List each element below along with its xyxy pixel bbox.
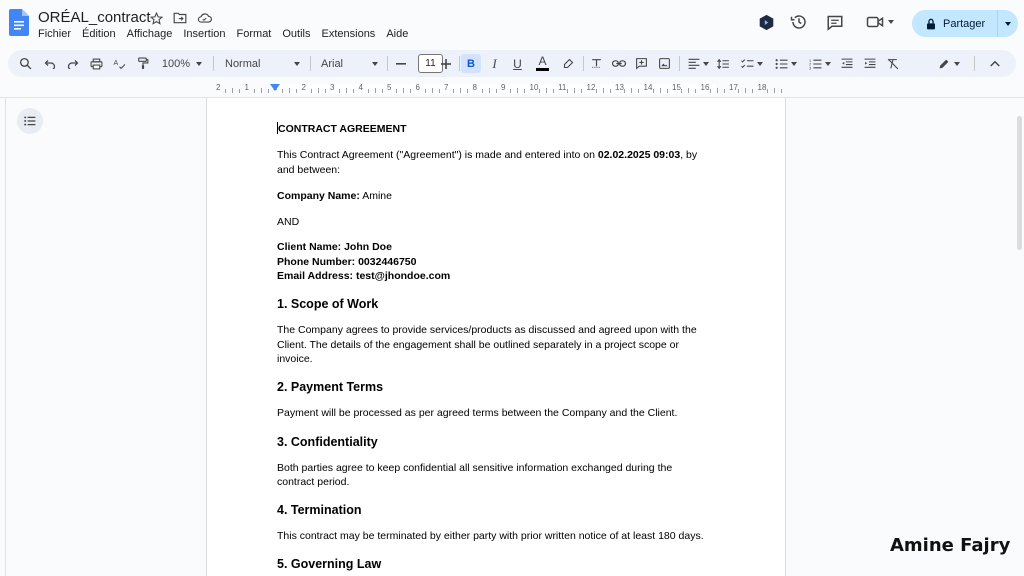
numbers-caret-icon bbox=[825, 62, 831, 66]
top-bar bbox=[0, 0, 1024, 45]
paint-format-icon[interactable] bbox=[133, 54, 152, 73]
bullets-caret-icon bbox=[791, 62, 797, 66]
print-icon[interactable] bbox=[87, 54, 106, 73]
ruler-tick bbox=[396, 89, 397, 93]
bulleted-list-icon bbox=[775, 58, 788, 70]
version-history-icon[interactable] bbox=[789, 12, 809, 32]
ruler-tick bbox=[688, 88, 689, 93]
checklist-select[interactable] bbox=[737, 54, 767, 73]
ruler-tick bbox=[232, 88, 233, 93]
text-color-button[interactable] bbox=[533, 54, 552, 73]
ruler-number: 10 bbox=[529, 83, 539, 92]
clear-formatting-ruler-icon[interactable] bbox=[587, 54, 606, 73]
ruler-tick bbox=[425, 89, 426, 93]
ruler-tick bbox=[268, 89, 269, 93]
share-button[interactable] bbox=[912, 10, 1018, 37]
ruler-number: 6 bbox=[415, 83, 420, 92]
section-1-title: 1. Scope of Work bbox=[277, 297, 379, 312]
ruler-tick bbox=[695, 89, 696, 93]
section-2-title: 2. Payment Terms bbox=[277, 380, 384, 395]
share-caret-icon bbox=[1005, 22, 1011, 26]
clear-formatting-icon[interactable] bbox=[883, 54, 902, 73]
ruler-tick bbox=[439, 89, 440, 93]
menu-fichier[interactable]: Fichier bbox=[38, 28, 72, 40]
document-outline-button[interactable] bbox=[17, 108, 43, 134]
zoom-caret-icon bbox=[196, 62, 202, 66]
share-label: Partager bbox=[943, 17, 986, 30]
client-phone: Phone Number: 0032446750 bbox=[277, 255, 417, 268]
ruler-number: 15 bbox=[672, 83, 681, 92]
checklist-icon bbox=[741, 58, 754, 70]
ruler-tick bbox=[489, 88, 490, 93]
ruler-tick bbox=[403, 88, 404, 93]
ruler-tick bbox=[289, 88, 290, 93]
star-icon[interactable] bbox=[148, 10, 164, 26]
ruler-tick bbox=[774, 88, 775, 93]
intro-paragraph: This Contract Agreement ("Agreement") is made and entered into on 02.02.2025 09:03, by bbox=[277, 149, 698, 162]
document-page[interactable] bbox=[206, 98, 786, 576]
ruler-tick bbox=[745, 88, 746, 93]
menu-edition[interactable]: Édition bbox=[82, 28, 116, 40]
ruler-number: 16 bbox=[700, 83, 710, 92]
ruler-tick bbox=[339, 89, 340, 93]
section-1-line-3: invoice. bbox=[277, 352, 313, 365]
menu-insertion[interactable]: Insertion bbox=[183, 28, 226, 40]
ruler-tick bbox=[581, 89, 582, 93]
menu-format[interactable]: Format bbox=[236, 28, 272, 40]
client-email: Email Address: test@jhondoe.com bbox=[277, 270, 451, 283]
underline-button[interactable]: U bbox=[513, 56, 522, 71]
ruler-tick bbox=[638, 89, 639, 93]
section-4-line-1: This contract may be terminated by either party with prior written notice of at least 180 days. bbox=[277, 530, 704, 543]
undo-icon[interactable] bbox=[40, 54, 59, 73]
outline-list-icon bbox=[24, 116, 36, 126]
ruler-number: 2 bbox=[216, 83, 221, 92]
ruler-tick bbox=[432, 88, 433, 93]
svg-text:2: 2 bbox=[809, 62, 812, 67]
ruler-tick bbox=[467, 89, 468, 93]
ruler-tick bbox=[553, 89, 554, 93]
ruler-tick bbox=[318, 88, 319, 93]
company-line: Company Name: Amine bbox=[277, 189, 392, 202]
ruler-tick bbox=[567, 89, 568, 93]
ruler-tick bbox=[282, 89, 283, 93]
ruler-number: 3 bbox=[330, 83, 335, 92]
ruler-tick bbox=[767, 89, 768, 93]
section-3-title: 3. Confidentiality bbox=[277, 434, 378, 449]
ruler-tick bbox=[660, 88, 661, 93]
and-line: AND bbox=[277, 216, 300, 229]
indent-marker-icon[interactable] bbox=[270, 84, 280, 91]
ruler-tick bbox=[574, 88, 575, 93]
ruler-tick bbox=[382, 89, 383, 93]
ruler-number: 4 bbox=[358, 83, 363, 92]
scrollbar-thumb[interactable] bbox=[1017, 116, 1022, 250]
decrease-font-size-icon[interactable] bbox=[391, 54, 410, 73]
editing-mode-select[interactable] bbox=[933, 54, 965, 73]
section-3-line-1: Both parties agree to keep confidential all sensitive information exchanged during the bbox=[277, 461, 673, 474]
section-1-line-1: The Company agrees to provide services/products as discussed and agreed upon with the bbox=[277, 324, 697, 337]
ruler-tick bbox=[460, 88, 461, 93]
ruler-number: 1 bbox=[244, 83, 249, 92]
align-left-icon bbox=[688, 58, 700, 69]
menu-extensions[interactable]: Extensions bbox=[321, 28, 376, 40]
ruler-tick bbox=[524, 89, 525, 93]
ruler-tick bbox=[717, 88, 718, 93]
align-select[interactable] bbox=[684, 54, 712, 73]
bold-button[interactable]: B bbox=[461, 54, 481, 73]
svg-text:3: 3 bbox=[809, 65, 812, 70]
ruler-tick bbox=[368, 89, 369, 93]
ruler-number: 7 bbox=[444, 83, 449, 92]
menu-bar bbox=[38, 28, 419, 40]
ruler-tick bbox=[239, 89, 240, 93]
decrease-indent-icon[interactable] bbox=[837, 54, 856, 73]
ruler-number: 8 bbox=[472, 83, 477, 92]
ruler-tick bbox=[752, 89, 753, 93]
text-color-glyph: A bbox=[538, 54, 547, 68]
ruler-tick bbox=[667, 89, 668, 93]
move-folder-icon[interactable] bbox=[172, 10, 188, 26]
ruler-tick bbox=[517, 88, 518, 93]
ruler-tick bbox=[738, 89, 739, 93]
edit-pencil-icon bbox=[938, 58, 950, 70]
ruler-number: 13 bbox=[615, 83, 624, 92]
zoom-value: 100% bbox=[161, 57, 191, 70]
font-family-value: Arial bbox=[321, 57, 344, 70]
author-watermark: Amine Fajry bbox=[890, 535, 1011, 556]
paragraph-style-value: Normal bbox=[225, 57, 261, 70]
ruler-tick bbox=[254, 89, 255, 93]
redo-icon[interactable] bbox=[63, 54, 82, 73]
comments-icon[interactable] bbox=[825, 12, 845, 32]
font-size-input[interactable]: 11 bbox=[418, 54, 443, 73]
menu-aide[interactable]: Aide bbox=[386, 28, 409, 40]
ruler-tick bbox=[603, 88, 604, 93]
bulleted-list-select[interactable] bbox=[771, 54, 801, 73]
italic-button[interactable]: I bbox=[492, 55, 497, 71]
ruler-tick bbox=[781, 89, 782, 93]
docs-logo-icon[interactable] bbox=[9, 9, 29, 36]
ruler-tick bbox=[546, 88, 547, 93]
ruler-number: 17 bbox=[729, 83, 738, 92]
ruler-number: 9 bbox=[501, 83, 506, 92]
ruler-tick bbox=[610, 89, 611, 93]
ruler-tick bbox=[510, 89, 511, 93]
menu-affichage[interactable]: Affichage bbox=[126, 28, 173, 40]
ruler-tick bbox=[296, 89, 297, 93]
vertical-ruler[interactable] bbox=[0, 98, 6, 576]
spellcheck-icon[interactable] bbox=[110, 54, 129, 73]
ruler-tick bbox=[724, 89, 725, 93]
svg-text:A: A bbox=[113, 59, 119, 67]
document-title[interactable]: ORÉAL_contract bbox=[38, 9, 151, 26]
section-4-title: 4. Termination bbox=[277, 503, 362, 518]
increase-indent-icon[interactable] bbox=[860, 54, 879, 73]
style-caret-icon bbox=[294, 62, 300, 66]
highlight-color-icon[interactable] bbox=[558, 54, 577, 73]
ruler-tick bbox=[631, 88, 632, 93]
ruler-tick bbox=[482, 89, 483, 93]
ruler-tick bbox=[681, 89, 682, 93]
section-5-title: 5. Governing Law bbox=[277, 557, 382, 572]
formatting-toolbar bbox=[8, 50, 1016, 77]
edit-mode-caret-icon bbox=[954, 62, 960, 66]
checklist-caret-icon bbox=[757, 62, 763, 66]
numbered-list-select[interactable] bbox=[805, 54, 835, 73]
intro-date: 02.02.2025 09:03 bbox=[597, 149, 681, 162]
meet-call-icon[interactable] bbox=[864, 12, 896, 32]
intro-paragraph-cont: and between: bbox=[277, 163, 341, 176]
ruler-number: 2 bbox=[301, 83, 306, 92]
svg-text:1: 1 bbox=[809, 58, 812, 63]
text-color-swatch bbox=[536, 68, 549, 71]
document-body[interactable] bbox=[277, 122, 727, 572]
ruler-number: 14 bbox=[643, 83, 653, 92]
ruler-tick bbox=[325, 89, 326, 93]
font-caret-icon bbox=[372, 62, 378, 66]
menu-outils[interactable]: Outils bbox=[282, 28, 311, 40]
ruler-number: 5 bbox=[387, 83, 392, 92]
numbered-list-icon bbox=[809, 58, 822, 70]
section-2-line-1: Payment will be processed as per agreed terms between the Company and the Client. bbox=[277, 407, 678, 420]
ruler-tick bbox=[225, 89, 226, 93]
ruler-tick bbox=[624, 89, 625, 93]
insert-image-icon[interactable] bbox=[655, 54, 674, 73]
add-comment-icon[interactable] bbox=[632, 54, 651, 73]
ruler-number: 18 bbox=[757, 83, 767, 92]
ruler-tick bbox=[453, 89, 454, 93]
meet-caret-icon bbox=[888, 20, 894, 24]
font-family-select[interactable] bbox=[321, 54, 378, 73]
ruler-tick bbox=[311, 89, 312, 93]
increase-font-size-icon[interactable] bbox=[436, 54, 455, 73]
ruler-tick bbox=[710, 89, 711, 93]
ruler-tick bbox=[346, 88, 347, 93]
align-caret-icon bbox=[703, 62, 709, 66]
hide-menus-chevron-up-icon[interactable] bbox=[985, 54, 1004, 73]
zoom-select[interactable] bbox=[158, 54, 206, 73]
lock-icon bbox=[926, 18, 936, 30]
section-3-line-2: contract period. bbox=[277, 475, 350, 488]
ruler-tick bbox=[653, 89, 654, 93]
ruler-tick bbox=[261, 88, 262, 93]
cloud-saved-icon[interactable] bbox=[196, 10, 212, 26]
line-spacing-icon[interactable] bbox=[714, 54, 733, 73]
gemini-extension-icon[interactable] bbox=[756, 12, 776, 32]
paragraph-style-select[interactable] bbox=[225, 54, 300, 73]
ruler-tick bbox=[353, 89, 354, 93]
ruler-number: 12 bbox=[586, 83, 596, 92]
search-menus-icon[interactable] bbox=[16, 54, 35, 73]
section-1-line-2: Client. The details of the engagement shall be outlined separately in a project scope or bbox=[277, 338, 679, 351]
ruler-tick bbox=[496, 89, 497, 93]
ruler-tick bbox=[410, 89, 411, 93]
contract-heading: CONTRACT AGREEMENT bbox=[278, 123, 407, 135]
share-dropdown-button[interactable] bbox=[998, 10, 1018, 37]
ruler-number: 11 bbox=[558, 83, 567, 92]
ruler-tick bbox=[375, 88, 376, 93]
ruler-number: 1 bbox=[273, 83, 278, 92]
client-name: Client Name: John Doe bbox=[277, 241, 392, 254]
ruler-tick bbox=[596, 89, 597, 93]
insert-link-icon[interactable] bbox=[609, 54, 628, 73]
ruler-tick bbox=[539, 89, 540, 93]
